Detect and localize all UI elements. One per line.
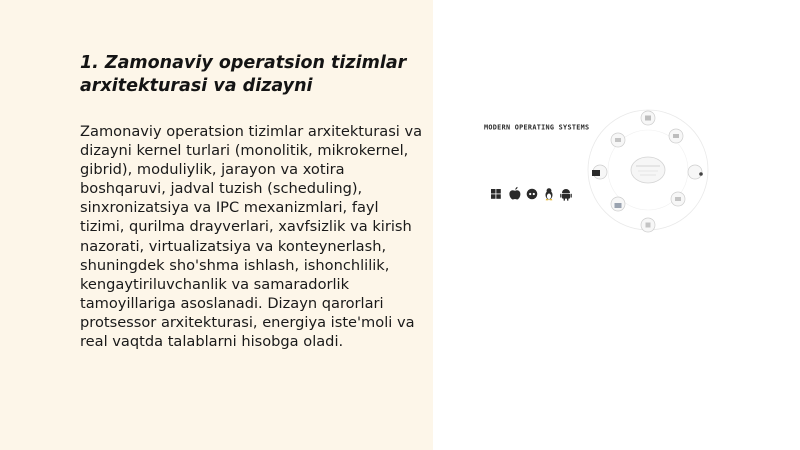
diagram-node-upper-left: [611, 133, 625, 147]
diagram-center-node: [631, 157, 665, 183]
diagram-node-lower-right: [671, 192, 685, 206]
os-icon-row: [491, 187, 572, 201]
linux-icon: [546, 188, 553, 200]
android-circle-icon: [527, 189, 538, 200]
apple-icon: [509, 187, 520, 200]
android-icon: [560, 189, 572, 201]
os-diagram: [588, 110, 708, 232]
illustration-heading: MODERN OPERATING SYSTEMS: [484, 123, 590, 132]
windows-icon: [491, 189, 501, 199]
slide-title: 1. Zamonaviy operatsion tizimlar arxitekturasi va dizayni: [80, 53, 407, 96]
diagram-node-right: [688, 165, 703, 179]
slide-body-text: Zamonaviy operatsion tizimlar arxitekturasi va dizayni kernel turlari (monolitik, mikrokernel, gibrid), moduliylik, jarayon va xotira boshqaruvi, jadval tuzish (scheduling), sinxronizatsiya va IPC mexanizmlari, fayl tizimi, qurilma drayverlari, xavfsizlik va kirish nazorati, virtualizatsiya va konteynerlash, shuningdek sho'shma ishlash, ishonchlilik, kengaytiriluvchanlik va samaradorlik tamoyillariga asoslanadi. Dizayn qarorlari protsessor arxitekturasi, energiya iste'moli va real vaqtda talablarni hisobga oladi.: [80, 123, 423, 351]
diagram-node-left: [592, 165, 607, 179]
diagram-node-bottom: [641, 218, 655, 232]
image-panel: [433, 0, 800, 450]
diagram-node-top: [641, 111, 655, 125]
diagram-node-lower-left: [611, 197, 625, 211]
os-illustration: [433, 0, 800, 450]
diagram-node-upper-right: [669, 129, 683, 143]
